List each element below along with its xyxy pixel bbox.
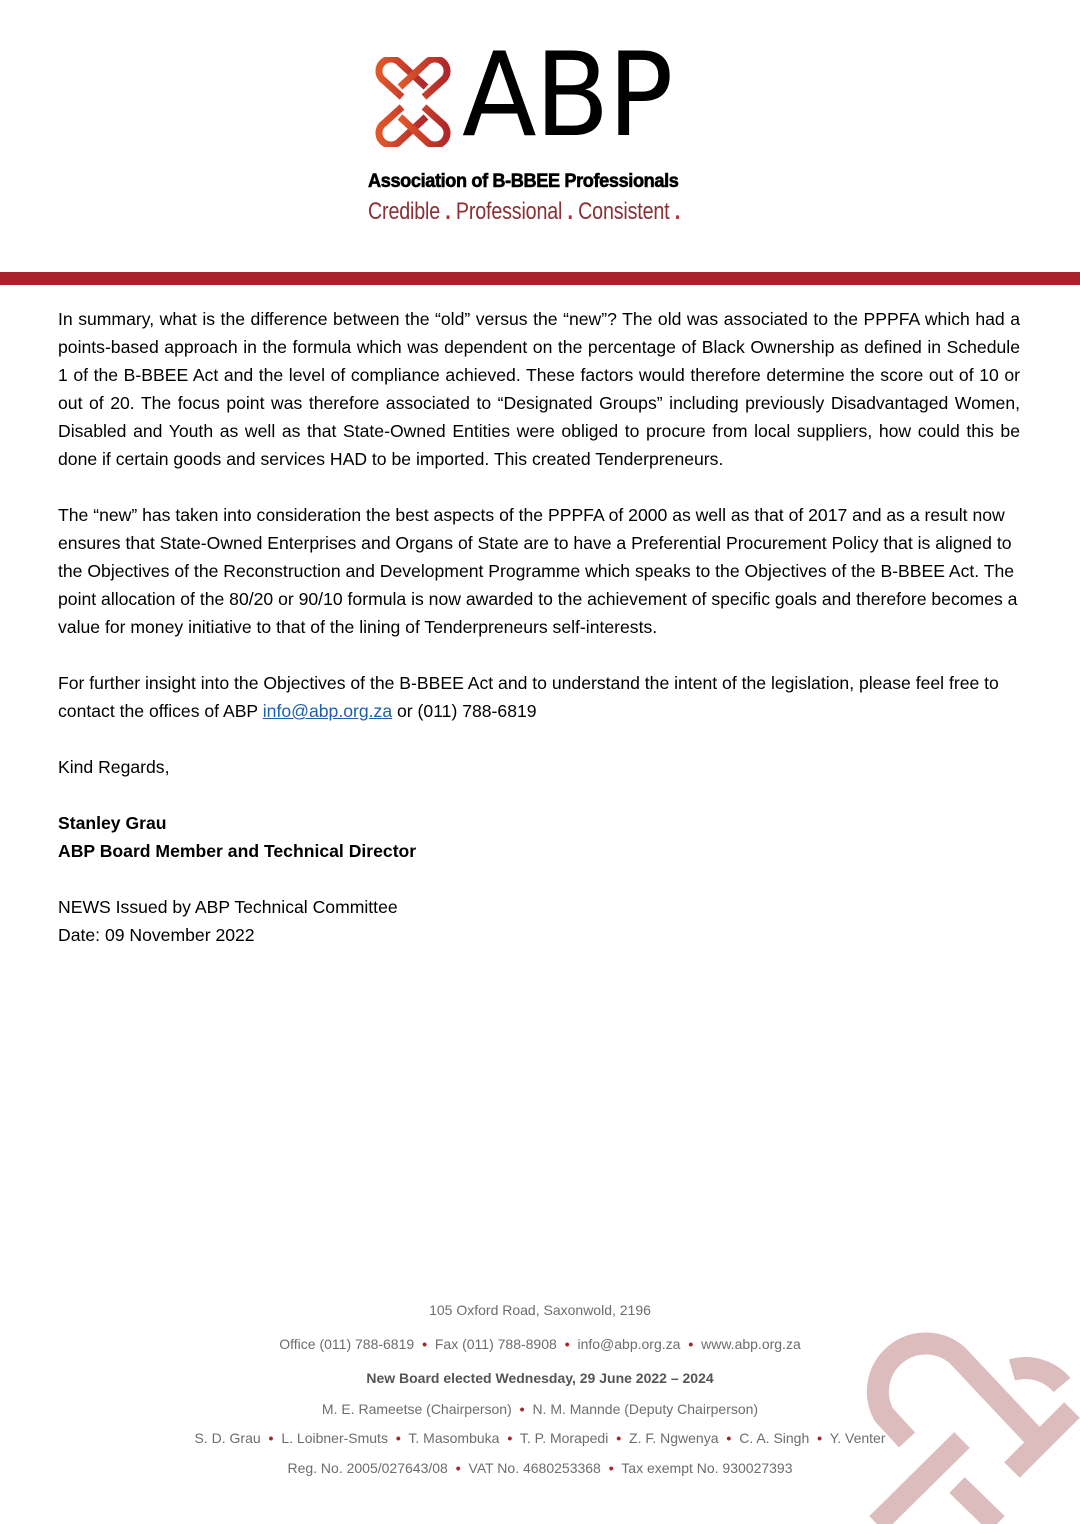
bullet-separator: • — [817, 1430, 823, 1446]
abp-knot-logo-icon — [366, 57, 460, 147]
tagline — [368, 198, 680, 226]
tagline-word: Consistent — [578, 198, 670, 225]
footer-reg-no: Reg. No. 2005/027643/08 — [287, 1460, 448, 1476]
bullet-separator: • — [608, 1460, 614, 1476]
footer-chairperson: M. E. Rameetse (Chairperson) — [321, 1401, 512, 1417]
closing-salutation: Kind Regards, — [58, 757, 170, 777]
footer-chairs-line — [0, 1401, 1080, 1417]
footer-contact-line — [0, 1336, 1080, 1352]
footer-member: T. P. Morapedi — [519, 1430, 609, 1446]
bullet-separator: • — [507, 1430, 513, 1446]
tagline-dot: . — [445, 198, 451, 225]
bullet-separator: • — [564, 1336, 570, 1352]
signatory-title: ABP Board Member and Technical Director — [58, 841, 417, 861]
bullet-separator: • — [395, 1430, 401, 1446]
footer-member: T. Masombuka — [408, 1430, 500, 1446]
contact-phone-text: or (011) 788-6819 — [392, 701, 537, 721]
footer-deputy-chairperson: N. M. Mannde (Deputy Chairperson) — [532, 1401, 759, 1417]
footer-member: Z. F. Ngwenya — [629, 1430, 719, 1446]
footer-tax-exempt-no: Tax exempt No. 930027393 — [621, 1460, 793, 1476]
issue-date: Date: 09 November 2022 — [58, 925, 255, 945]
issued-by: NEWS Issued by ABP Technical Committee — [58, 897, 398, 917]
bullet-separator: • — [422, 1336, 427, 1352]
bullet-separator: • — [726, 1430, 732, 1446]
footer-member: S. D. Grau — [194, 1430, 261, 1446]
footer-vat-no: VAT No. 4680253368 — [468, 1460, 601, 1476]
tagline-dot: . — [674, 198, 681, 225]
footer-member: Y. Venter — [829, 1430, 886, 1446]
bullet-separator: • — [519, 1401, 525, 1417]
tagline-word: Credible — [368, 198, 440, 225]
footer-office-phone: Office (011) 788-6819 — [279, 1336, 415, 1352]
footer-members-line — [0, 1430, 1080, 1446]
abp-wordmark: ABP — [462, 28, 672, 163]
organization-name: Association of B-BBEE Professionals — [368, 170, 679, 192]
paragraph-contact — [58, 669, 1020, 725]
signatory-name: Stanley Grau — [58, 813, 167, 833]
tagline-dot: . — [567, 198, 573, 225]
footer-website: www.abp.org.za — [701, 1336, 801, 1352]
bullet-separator: • — [268, 1430, 274, 1446]
footer-registration-line — [0, 1460, 1080, 1476]
watermark-knot-icon — [862, 1330, 1080, 1524]
footer-member: C. A. Singh — [739, 1430, 810, 1446]
bullet-separator: • — [455, 1460, 461, 1476]
paragraph-summary: In summary, what is the difference between the “old” versus the “new”? The old was associated to the PPPFA which had a points-based approach in the formula which was dependent on the percentage of Black Ownership as defined in Schedule 1 of the B-BBEE Act and the level of compliance achieved. These factors would therefore determine the score out of 10 or out of 20. The focus point was therefore associated to “Designated Groups” including previously Disadvantaged Women, Disabled and Youth as well as that State-Owned Entities were obliged to procure from local suppliers, how could this be done if certain goods and services HAD to be imported. This created Tenderpreneurs. — [58, 309, 1020, 469]
contact-text: For further insight into the Objectives of the B-BBEE Act and to understand the intent of the legislation, please feel free to contact the offices of ABP — [58, 673, 999, 721]
tagline-word: Professional — [455, 198, 563, 225]
paragraph-new-approach: The “new” has taken into consideration the best aspects of the PPPFA of 2000 as well as that of 2017 and as a result now ensures that State-Owned Enterprises and Organs of State are to have a Preferential Procurement Policy that is aligned to the Objectives of the Reconstruction and Development Programme which speaks to the Objectives of the B-BBEE Act. The point allocation of the 80/20 or 90/10 formula is now awarded to the achievement of specific goals and therefore becomes a value for money initiative to that of the lining of Tenderpreneurs self-interests. — [58, 505, 1018, 637]
footer-fax: Fax (011) 788-8908 — [434, 1336, 557, 1352]
header-divider-bar — [0, 272, 1080, 285]
letter-body — [58, 305, 1020, 949]
footer-address: 105 Oxford Road, Saxonwold, 2196 — [429, 1302, 651, 1318]
footer-board-elected: New Board elected Wednesday, 29 June 2022 – 2024 — [366, 1370, 714, 1386]
letterhead — [0, 0, 1080, 272]
footer-email: info@abp.org.za — [577, 1336, 681, 1352]
email-link[interactable]: info@abp.org.za — [262, 701, 393, 721]
bullet-separator: • — [616, 1430, 622, 1446]
bullet-separator: • — [688, 1336, 694, 1352]
footer-member: L. Loibner-Smuts — [281, 1430, 388, 1446]
